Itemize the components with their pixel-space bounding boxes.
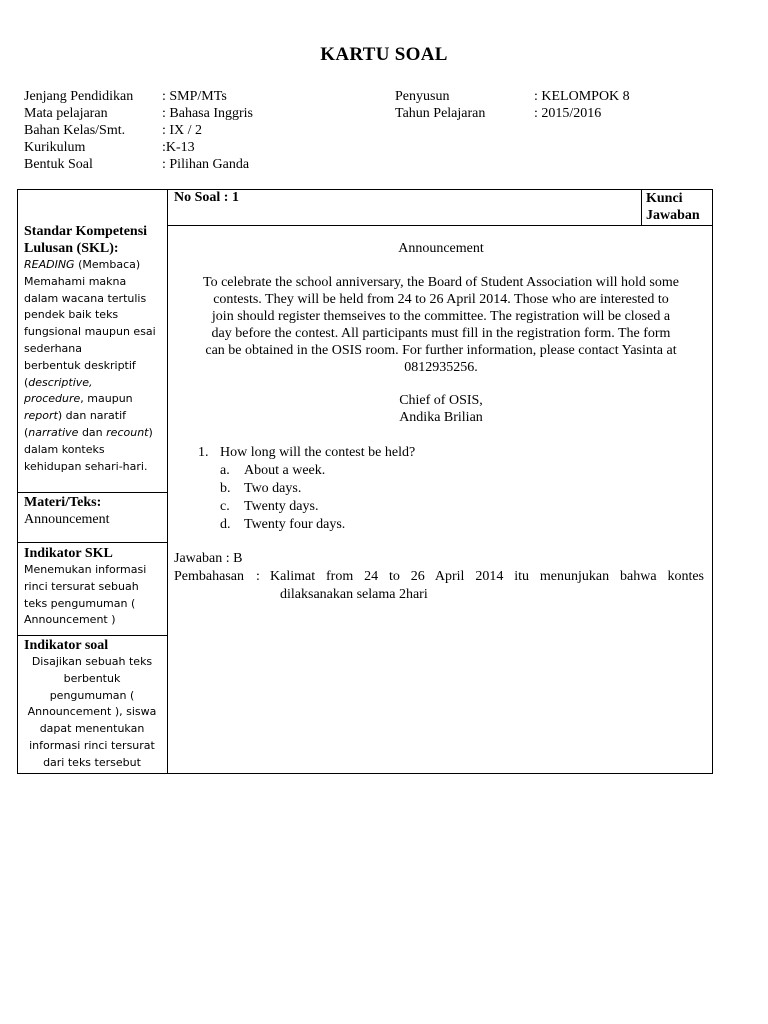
option-b [220, 480, 415, 498]
page-title: KARTU SOAL [320, 44, 448, 65]
skl-text: ( [24, 375, 29, 389]
meta-row-tahun [395, 105, 630, 122]
skl-line [24, 375, 164, 392]
skl-line [24, 425, 164, 442]
procedure-term: procedure [24, 392, 81, 406]
indikator-soal-cell [18, 637, 166, 772]
skl-text: ( [24, 425, 29, 439]
meta-row-jenjang [24, 88, 253, 105]
skl-line: sederhana [24, 341, 83, 355]
kunci-jawaban-header [646, 190, 700, 224]
indikator-soal-line: informasi rinci tersurat [29, 738, 155, 752]
no-soal: No Soal : 1 [174, 190, 239, 205]
indikator-soal-line: berbentuk [63, 671, 121, 685]
question-text: How long will the contest be held? [220, 445, 416, 460]
indikator-skl-line: teks pengumuman ( [24, 596, 136, 610]
indikator-skl-cell [24, 545, 164, 629]
skl-text: (Membaca) [74, 258, 141, 271]
option-c [220, 498, 415, 516]
option-key: b. [220, 481, 231, 496]
skl-body [24, 257, 164, 475]
indikator-soal-heading: Indikator soal [24, 638, 109, 653]
skl-line [24, 257, 164, 274]
meta-value: : Bahasa Inggris [162, 106, 253, 121]
indikator-soal-line: Announcement ), siswa [27, 705, 157, 719]
indikator-soal-line: dari teks tersebut [43, 755, 141, 769]
indikator-skl-line: Announcement ) [24, 613, 116, 627]
option-key: c. [220, 499, 230, 514]
pembahasan-row [174, 568, 704, 586]
skl-cell [24, 223, 164, 475]
meta-label: Jenjang Pendidikan [24, 89, 134, 104]
announcement-title: Announcement [398, 241, 484, 256]
meta-label: Bentuk Soal [24, 157, 93, 172]
skl-heading-line: Lulusan (SKL): [24, 241, 119, 256]
skl-heading [24, 223, 164, 257]
recount-term: recount [106, 425, 149, 439]
indikator-soal-line: dapat menentukan [39, 722, 145, 736]
option-list [198, 462, 415, 534]
skl-line: dalam wacana tertulis [24, 291, 147, 305]
reading-term: READING [24, 258, 75, 271]
jawaban-line: Jawaban [646, 208, 700, 223]
row-divider [18, 492, 168, 493]
skl-line: kehidupan sehari-hari. [24, 459, 148, 473]
meta-label: Kurikulum [24, 140, 86, 155]
meta-row-mapel [24, 105, 253, 122]
skl-line: dalam konteks [24, 442, 105, 456]
row-divider [18, 542, 168, 543]
pembahasan-text: dilaksanakan selama 2hari [280, 587, 428, 602]
answer-section [174, 550, 704, 604]
meta-label: Tahun Pelajaran [395, 106, 486, 121]
indikator-soal-line: Disajikan sebuah teks [31, 655, 153, 668]
indikator-skl-line: Menemukan informasi [24, 563, 147, 576]
pembahasan-colon: : [256, 569, 260, 584]
question-item [198, 444, 415, 534]
skl-line [24, 391, 164, 408]
option-key: d. [220, 517, 231, 532]
indikator-skl-body [24, 562, 164, 629]
meta-label: Penyusun [395, 89, 450, 104]
row-divider [167, 225, 712, 226]
skl-line: fungsional maupun esai [24, 325, 156, 339]
skl-text: ) dan naratif [57, 409, 127, 423]
skl-text: ) [148, 425, 153, 439]
option-text: Two days. [244, 481, 302, 496]
materi-heading: Materi/Teks: [24, 495, 102, 510]
option-text: Twenty four days. [244, 517, 346, 532]
announcement-line: 0812935256. [404, 360, 478, 375]
meta-row-penyusun [395, 88, 630, 105]
meta-row-kelas [24, 122, 253, 139]
announcement-signature [168, 392, 714, 426]
announcement-line: day before the contest. All participants must fill in the registration form. The form [211, 326, 671, 341]
signature-role: Chief of OSIS, [399, 393, 483, 408]
answer-key: Jawaban : B [174, 551, 243, 566]
pembahasan-text: Kalimat from 24 to 26 April 2014 itu menunjukan bahwa kontes [270, 569, 704, 584]
option-text: About a week. [244, 463, 326, 478]
meta-row-bentuk [24, 156, 253, 173]
announcement-line: can be obtained in the OSIS room. For further information, please contact Yasinta at [205, 343, 677, 358]
meta-value: : SMP/MTs [162, 89, 227, 104]
skl-line: Memahami makna [24, 274, 127, 288]
option-d [220, 516, 415, 534]
signature-name: Andika Brilian [399, 410, 483, 425]
row-divider [18, 635, 168, 636]
announcement-line: To celebrate the school anniversary, the Board of Student Association will hold some [203, 275, 679, 290]
announcement-body [168, 274, 714, 376]
skl-line: berbentuk deskriptif [24, 358, 136, 372]
question-stem [198, 444, 415, 462]
narrative-term: narrative [28, 425, 79, 439]
meta-label: Bahan Kelas/Smt. [24, 123, 126, 138]
skl-heading-line: Standar Kompetensi [24, 224, 148, 239]
report-term: report [24, 409, 58, 423]
meta-right [395, 88, 630, 122]
option-text: Twenty days. [244, 499, 319, 514]
materi-cell [24, 494, 110, 528]
materi-value: Announcement [24, 512, 110, 527]
announcement-line: join should register themseives to the committee. The registration will be closed a [211, 309, 671, 324]
meta-left [24, 88, 253, 173]
meta-value: :K-13 [162, 140, 195, 155]
question-number: 1. [198, 445, 209, 460]
meta-value: : KELOMPOK 8 [534, 89, 630, 104]
indikator-skl-line: rinci tersurat sebuah [24, 579, 139, 593]
skl-text: , maupun [80, 392, 133, 406]
skl-line [24, 408, 164, 425]
indikator-soal-line: pengumuman ( [49, 688, 135, 702]
column-divider [641, 190, 642, 226]
indikator-soal-body [18, 654, 166, 772]
skl-text: dan [78, 425, 107, 439]
announcement-line: contests. They will be held from 24 to 26 April 2014. Those who are interested to [213, 292, 669, 307]
meta-value: : IX / 2 [162, 123, 203, 138]
descriptive-term: descriptive, [28, 375, 93, 389]
skl-line: pendek baik teks [24, 308, 119, 322]
kunci-line: Kunci [646, 191, 683, 206]
meta-row-kurikulum [24, 139, 253, 156]
indikator-skl-heading: Indikator SKL [24, 546, 113, 561]
option-a [220, 462, 415, 480]
meta-value: : Pilihan Ganda [162, 157, 250, 172]
pembahasan-label: Pembahasan [174, 569, 244, 584]
meta-label: Mata pelajaran [24, 106, 108, 121]
option-key: a. [220, 463, 230, 478]
meta-value: : 2015/2016 [534, 106, 602, 121]
